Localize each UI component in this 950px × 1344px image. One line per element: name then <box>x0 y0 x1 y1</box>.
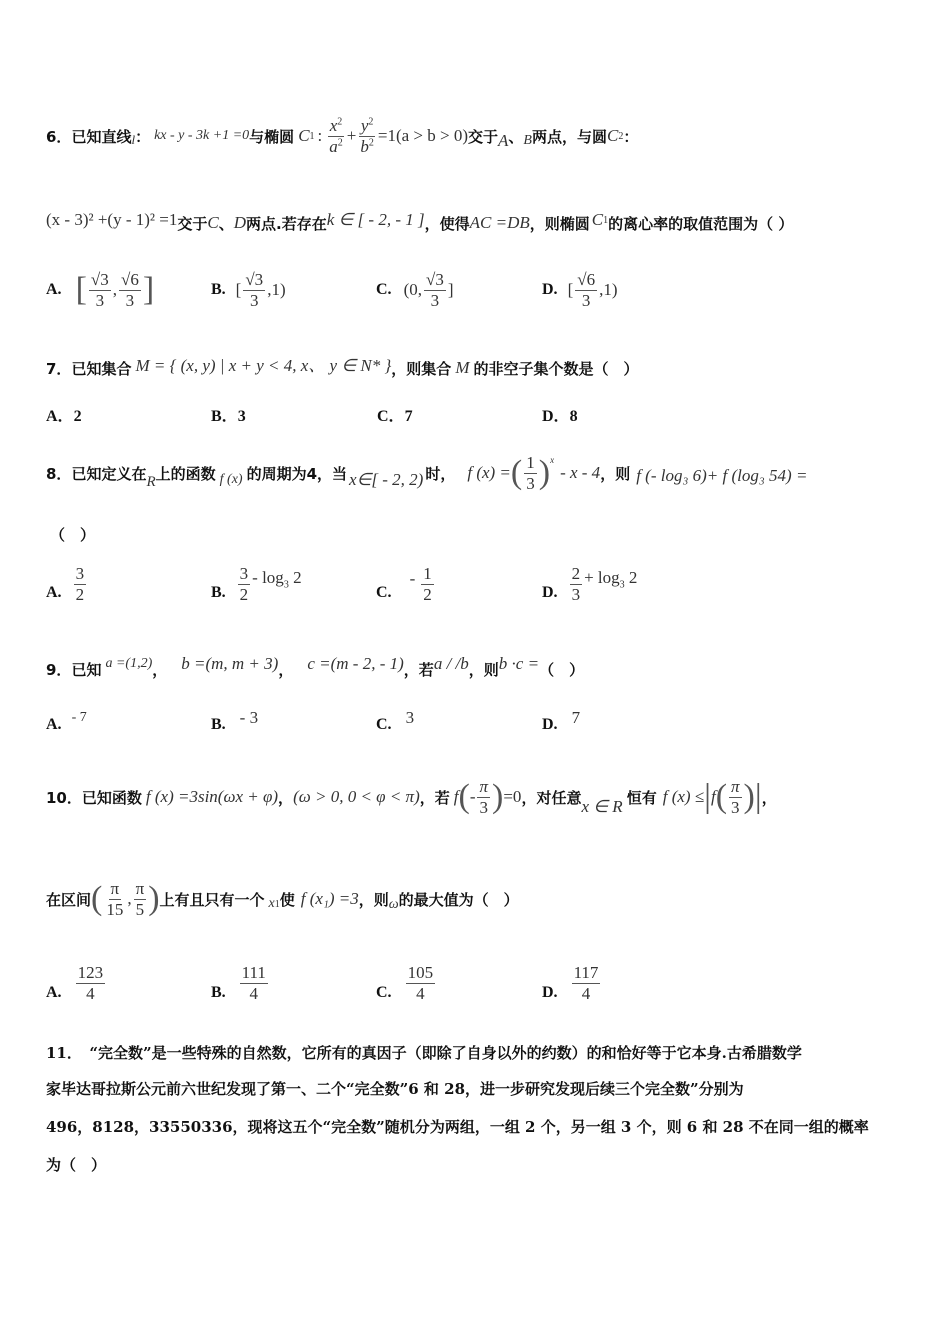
q8-expression: f (- log₃ 6)+ f (log₃ 54) = <box>636 466 808 485</box>
q7-option-a[interactable]: A．2 <box>46 408 82 425</box>
q6-circle-equation: (x - 3)² +(y - 1)² =1 <box>46 210 178 229</box>
q9-option-b[interactable]: B. - 3 <box>211 708 259 733</box>
q6-option-b[interactable]: B. [ $\frac{√3}{3}$ ,1) <box>211 269 286 310</box>
q7-set-definition: M = { (x, y) | x + y < 4, x、 y ∈ N* } <box>135 355 392 375</box>
q8-option-c[interactable]: C. - $\frac{1}{2}$ <box>376 563 432 604</box>
q10-option-b[interactable]: B. $\frac{111}{4}$ <box>211 962 266 1003</box>
q11-stem-line2: 家毕达哥拉斯公元前六世纪发现了第一、二个“完全数”6 和 28，进一步研究发现后续三个完全数”分别为 <box>46 1080 744 1098</box>
q8-option-d[interactable]: D. $\frac{2}{3}$ + $\log_3 2$ <box>542 563 638 604</box>
q7-option-c[interactable]: C．7 <box>377 408 413 425</box>
q10-option-a[interactable]: A. $\frac{123}{4}$ <box>46 962 104 1003</box>
q10-option-c[interactable]: C. $\frac{105}{4}$ <box>376 962 434 1003</box>
q9-option-c[interactable]: C. 3 <box>376 708 415 733</box>
q6-option-c[interactable]: C. (0, $\frac{√3}{3}$ ] <box>376 269 454 310</box>
q8-stem-line1: 8． 已知定义在 R 上的函数 f (x) 的周期为4，当 x∈[ - 2, 2) 时， f (x) = ( $\frac{1}{3}$ ) x - x - 4 ，则 f (- log₃ 6)+ f (log₃ 54) = <box>46 452 808 493</box>
q6-line-equation: kx - y - 3k +1 =0 <box>154 128 250 143</box>
q7-stem: 7． 已知集合 M = { (x, y) | x + y < 4, x、 y ∈ N* } ，则集合 M 的非空子集个数是（ ） <box>46 343 639 383</box>
q7-option-d[interactable]: D．8 <box>542 408 578 425</box>
q6-number: 6． <box>46 127 72 146</box>
q8-answer-paren: （ ） <box>50 526 96 544</box>
q6-k-range: k ∈ [ - 2, - 1 ] <box>326 210 425 229</box>
q6-frac-y2-b2: $\frac{y^2}{b^2}$ <box>360 115 374 156</box>
q6-stem-line1: 6． 已知直线 l ： kx - y - 3k +1 =0 与椭圆 C 1 : $\frac{x^2}{a^2}$ + $\frac{y^2}{b^2}$ =1(a > b > 0) 交于 A 、 B 两点，与圆 C 2 ： <box>46 115 639 156</box>
q7-option-b[interactable]: B．3 <box>211 408 246 425</box>
q11-stem-line3: 496，8128，33550336，现将这五个“完全数”随机分为两组，一组 2 个，另一组 3 个，则 6 和 28 不在同一组的概率 <box>46 1118 869 1136</box>
q10-stem-line2: 在区间 ( $\frac{\pi}{15}$ , $\frac{\pi}{5}$ ) 上有且只有一个 x 1 使 f (x₁) =3 ，则 ω 的最大值为（ ） <box>46 878 519 919</box>
q6-option-d[interactable]: D. [ $\frac{√6}{3}$ ,1) <box>542 269 618 310</box>
q9-option-a[interactable]: A. - 7 <box>46 710 87 733</box>
q11-stem-line1: 11． “完全数”是一些特殊的自然数，它所有的真因子（即除了自身以外的约数）的和恰好等于它本身.古希腊数学 <box>46 1044 802 1062</box>
q10-stem-line1: 10． 已知函数 f (x) =3sin(ωx + φ) ， (ω > 0, 0 < φ < π) ，若 f ( - $\frac{\pi}{3}$ ) =0 ，对任意 x ∈ R 恒有 f (x) ≤ | f ( $\frac{\pi}{3}$ )| ， <box>46 776 777 817</box>
q8-option-a[interactable]: A. $\frac{3}{2}$ <box>46 563 85 604</box>
q9-stem: 9． 已知 a =(1,2) ， b =(m, m + 3) ， c =(m - 2, - 1) ，若 a / /b ，则 b ·c = （ ） <box>46 654 585 679</box>
q10-option-d[interactable]: D. $\frac{117}{4}$ <box>542 962 599 1003</box>
q6-stem-line2: (x - 3)² +(y - 1)² =1 交于 C 、 D 两点.若存在 k ∈ [ - 2, - 1 ] ，使得 AC =DB ，则椭圆 C 1 的离心率的取值范围为（ ） <box>46 210 794 233</box>
q8-option-b[interactable]: B. $\frac{3}{2}$ - $\log_3 2$ <box>211 563 302 604</box>
q6-frac-x2-a2: $\frac{x^2}{a^2}$ <box>329 115 343 156</box>
q9-option-d[interactable]: D. 7 <box>542 708 581 733</box>
q6-option-a[interactable]: A. [ $\frac{√3}{3}$ , $\frac{√6}{3}$ ] <box>46 269 155 310</box>
q11-stem-line4: 为（ ） <box>46 1156 107 1174</box>
q10-function: f (x) =3sin(ωx + φ) <box>145 787 279 806</box>
